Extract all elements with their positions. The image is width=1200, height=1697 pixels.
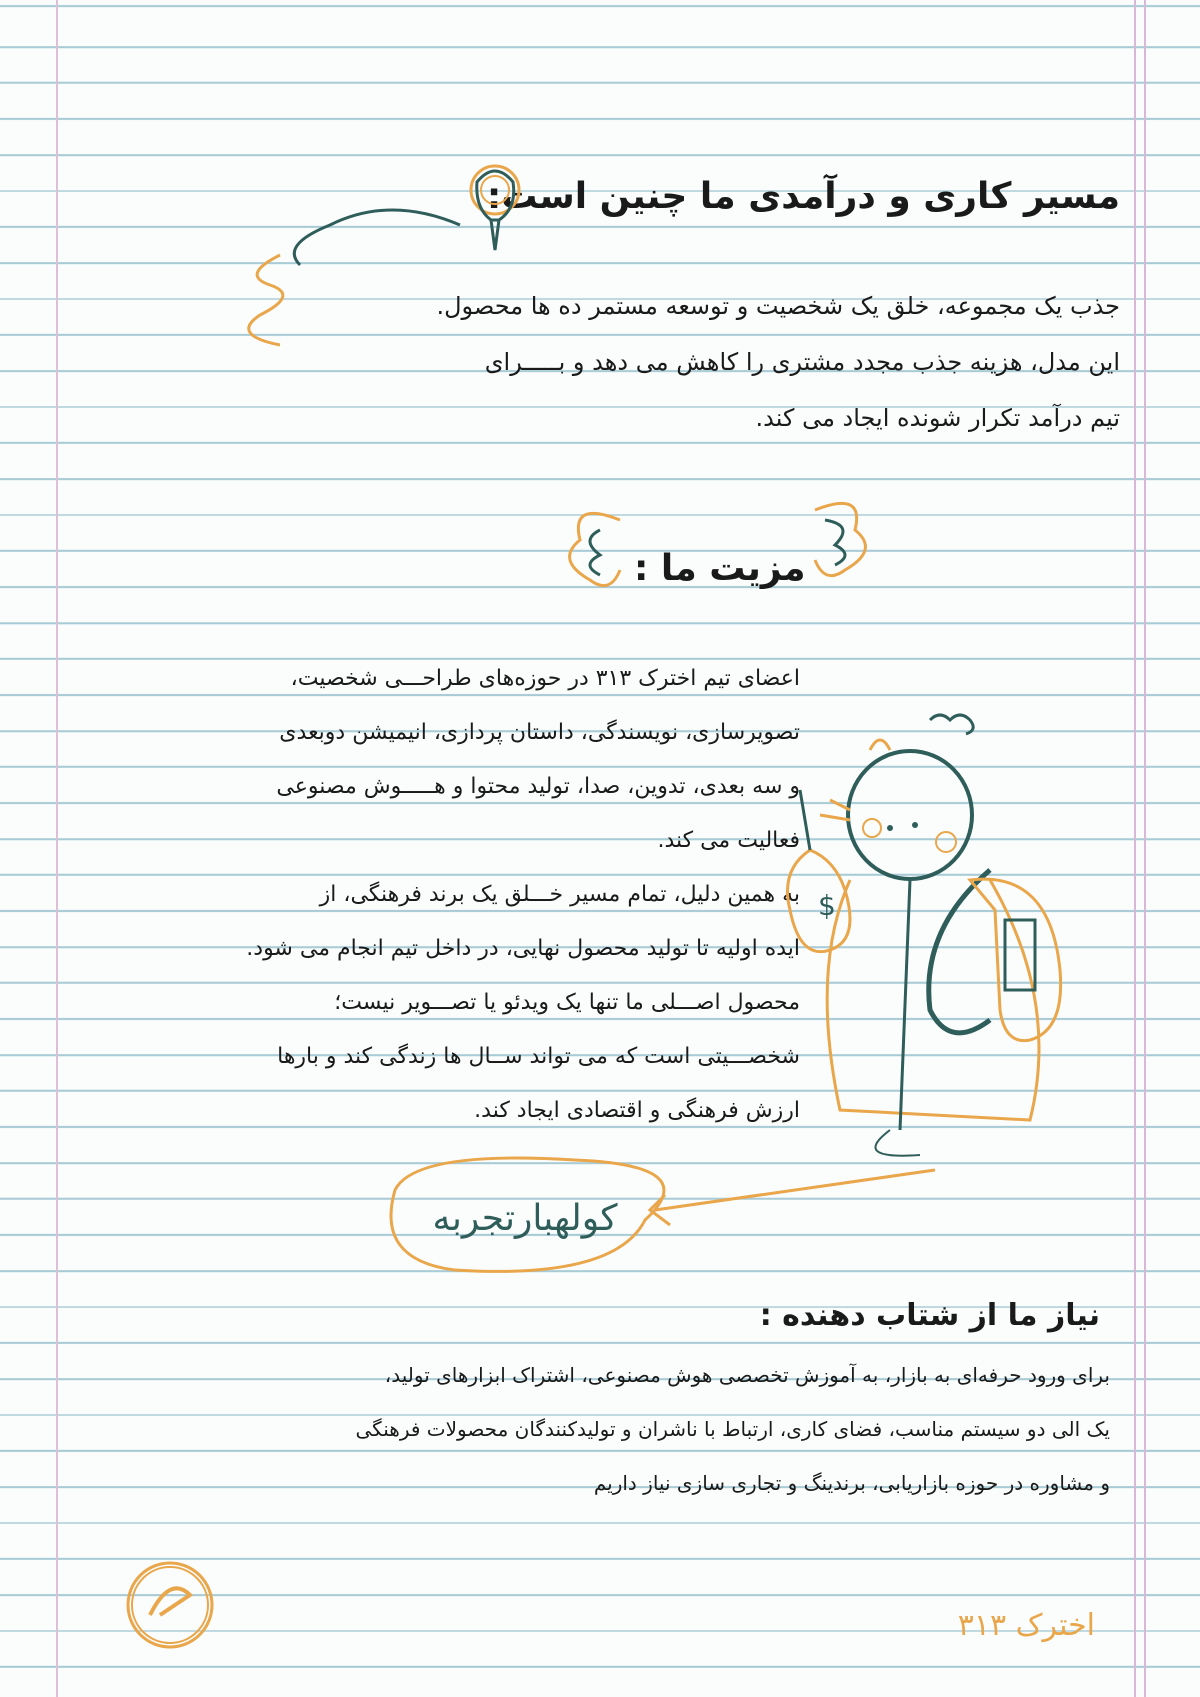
- section2-line-3: و سه بعدی، تدوین، صدا، تولید محتوا و هـــــوش مصنوعی: [276, 774, 800, 799]
- section3-line-1: برای ورود حرفه‌ای به بازار، به آموزش تخصصی هوش مصنوعی، اشتراک ابزارهای تولید،: [384, 1363, 1110, 1387]
- experience-bubble: [375, 1150, 965, 1290]
- section3-line-3: و مشاوره در حوزه بازاریابی، برندینگ و تجاری سازی نیاز داریم: [593, 1471, 1110, 1495]
- section2-heading: مزیت ما :: [634, 548, 806, 589]
- section1-heading: مسیر کاری و درآمدی ما چنین است:: [486, 176, 1120, 217]
- section3-text: [50, 1348, 1110, 1510]
- section2-text: [80, 652, 800, 1138]
- section2-line-8: شخصـــیتی است که می تواند ســال ها زندگی کند و بارها: [277, 1044, 800, 1069]
- section1-line-3: تیم درآمد تکرار شونده ایجاد می کند.: [755, 404, 1120, 432]
- section2-line-6: ایده اولیه تا تولید محصول نهایی، در داخل تیم انجام می شود.: [246, 936, 800, 961]
- experience-bubble-label: کولهبارتجربه: [432, 1198, 618, 1239]
- logo-icon: [120, 1555, 220, 1655]
- left-wing-doodle: [560, 500, 640, 600]
- section2-line-5: به همین دلیل، تمام مسیر خـــلق یک برند فرهنگی، از: [319, 882, 800, 907]
- character-illustration: [790, 710, 1090, 1170]
- section2-line-7: محصول اصـــلی ما تنها یک ویدئو یا تصـــویر نیست؛: [334, 990, 800, 1015]
- right-wing-doodle: [795, 490, 875, 590]
- section1-text: [260, 278, 1120, 446]
- section1-line-1: جذب یک مجموعه، خلق یک شخصیت و توسعه مستمر ده ها محصول.: [436, 292, 1120, 320]
- section2-line-9: ارزش فرهنگی و اقتصادی ایجاد کند.: [474, 1098, 800, 1123]
- section3-heading: نیاز ما از شتاب دهنده :: [759, 1298, 1100, 1333]
- section3-line-2: یک الی دو سیستم مناسب، فضای کاری، ارتباط با ناشران و تولیدکنندگان محصولات فرهنگی: [355, 1417, 1110, 1441]
- section1-line-2: این مدل، هزینه جذب مجدد مشتری را کاهش می دهد و بـــــرای: [484, 348, 1120, 376]
- footer-brand: اخترک ۳۱۳: [957, 1608, 1095, 1643]
- svg-text:$: $: [818, 889, 836, 922]
- section2-line-2: تصویرسازی، نویسندگی، داستان پردازی، انیمیشن دوبعدی: [279, 720, 800, 745]
- section2-line-1: اعضای تیم اخترک ۳۱۳ در حوزه‌های طراحـــی شخصیت،: [290, 666, 800, 691]
- section2-line-4: فعالیت می کند.: [657, 828, 800, 853]
